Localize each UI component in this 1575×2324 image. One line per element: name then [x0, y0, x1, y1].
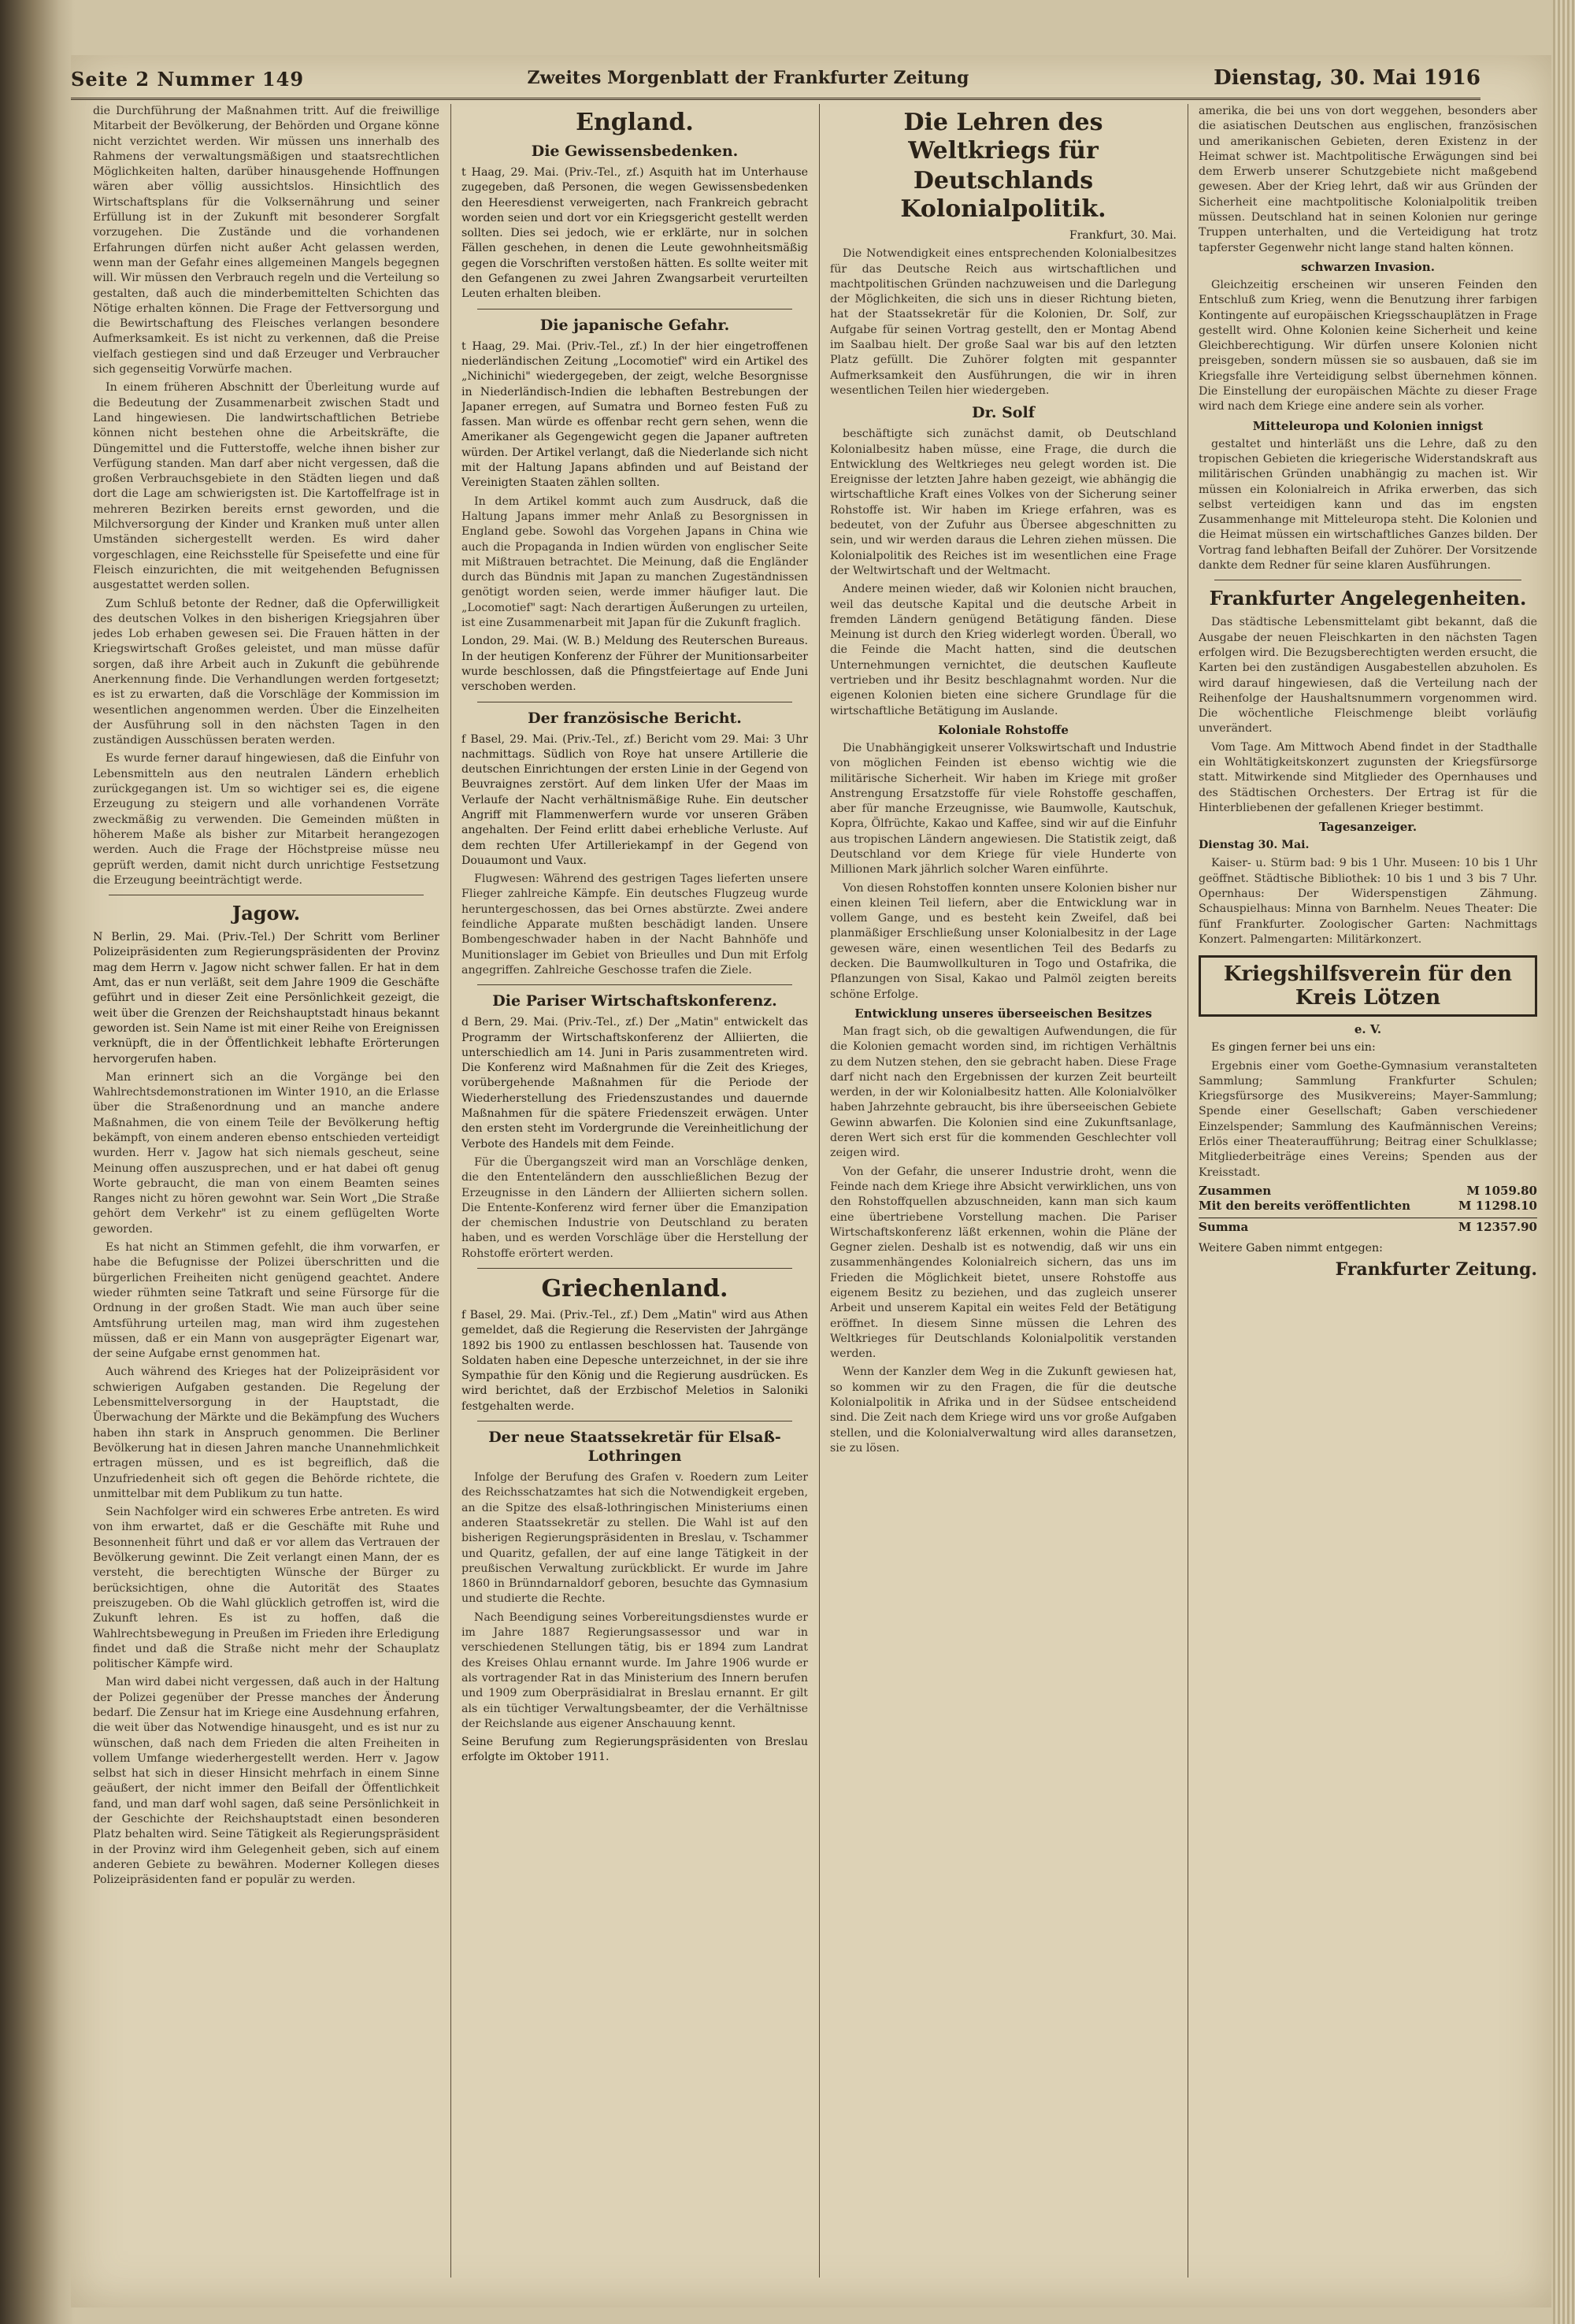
- article-title-line-2: Deutschlands Kolonialpolitik.: [900, 167, 1106, 223]
- article-subheading: Tagesanzeiger.: [1318, 820, 1418, 835]
- body-text: Auch während des Krieges hat der Polizeipräsident vor schwierigen Aufgaben gestanden. Die Regelung der Lebensmittelversorgung in der Hauptstadt, die Überwachung der Märkte und die Bekämpfung des Wuchers haben ihn stark in Anspruch genommen. Die Berliner Bevölkerung hat in diesen Jahren manche Unannehmlichkeit ertragen müssen, und es ist begreiflich, daß die Unzufriedenheit sich oft gegen die Behörde richtete, die unmittelbar mit dem Publikum zu tun hatte.: [93, 1366, 439, 1500]
- section-heading: Griechenland.: [541, 1275, 728, 1303]
- dateline: t Haag, 29. Mai. (Priv.-Tel., zf.): [461, 339, 647, 353]
- body-text: Man erinnert sich an die Vorgänge bei den Wahlrechtsdemonstrationen im Winter 1910, an die Erlasse über die Straßenordnung und an manche andere Maßnahmen, die von einem Teile der Bevölkerung heftig bekämpft, von einem anderen ebenso entschieden verteidigt wurden. Herr v. Jagow hat sich niemals gescheut, seine Meinung offen auszusprechen, und er hat dabei oft genug Worte gebraucht, die man von einem Beamten seines Ranges nicht zu hören gewohnt war. Sein Wort „Die Straße gehört dem Verkehr" ist zu einem geflügelten Worte geworden.: [93, 1070, 439, 1236]
- body-text: Für die Übergangszeit wird man an Vorschläge denken, die den Ententeländern den ausschließlichen Bezug der Erzeugnisse in den Ländern der Alliierten sichern sollen. Die Entente-Konferenz wird ferner über die Emanzipation der chemischen Industrie von Deutschland zu beraten haben, und es werden Vorschläge über die Herstellung der Rohstoffe erörtert werden.: [461, 1155, 808, 1260]
- body-text: Sein Nachfolger wird ein schweres Erbe antreten. Es wird von ihm erwartet, daß er die Geschäfte mit Ruhe und Besonnenheit führt und daß er vor allem das Vertrauen der Bevölkerung gewinnt. Die Zeit verlangt einen Mann, der es versteht, die berechtigten Wünsche der Bürger zu berücksichtigen, ohne die Autorität des Staates preiszugeben. Ob die Wahl glücklich getroffen ist, wird die Zukunft lehren. Es ist zu hoffen, daß die Wahlrechtsbewegung in Preußen im Frieden ihre Erledigung findet und daß die Straße nicht mehr der Schauplatz politischer Kämpfe wird.: [93, 1506, 439, 1671]
- page-edge: [1553, 0, 1575, 2324]
- body-text: gestaltet und hinterläßt uns die Lehre, daß zu den tropischen Gebieten die kriegerische Widerstandskraft aus militärischen Gründen unabhängig zu machen ist. Wir müssen ein Kolonialreich in Afrika erwerben, das sich selbst verteidigen kann und das im engsten Zusammenhange mit Mitteleuropa steht. Die Kolonien und die Heimat müssen ein wirtschaftliches Ganzes bilden. Der Vortrag fand lebhaften Beifall der Zuhörer. Der Vorsitzende dankte dem Redner für seine klaren Ausführungen.: [1199, 437, 1537, 573]
- article-subheading: Entwicklung unseres überseeischen Besitzes: [854, 1006, 1152, 1021]
- sum-label: Zusammen: [1199, 1183, 1272, 1198]
- article-title-line-1: Die Lehren des Weltkriegs für: [903, 109, 1103, 165]
- dateline: t Haag, 29. Mai. (Priv.-Tel., zf.): [461, 166, 644, 179]
- section-heading: Frankfurter Angelegenheiten.: [1209, 587, 1527, 610]
- body-text: Kaiser- u. Stürm bad: 9 bis 1 Uhr. Museen: 10 bis 1 Uhr geöffnet. Städtische Bibliothek: 10 bis 1 und 3 bis 7 Uhr. Opernhaus: Der Widerspenstigen Zähmung. Schauspielhaus: Minna von Barnhelm. Neues Theater: Die fünf Frankfurter. Zoologischer Garten: Nachmittags Konzert. Palmengarten: Militärkonzert.: [1199, 857, 1537, 946]
- body-text: Man fragt sich, ob die gewaltigen Aufwendungen, die für die Kolonien gemacht worden sind, im richtigen Verhältnis zu dem Nutzen stehen, den sie gebracht haben. Diese Frage darf nicht nach den Ergebnissen der kurzen Zeit beurteilt werden, in der wir Kolonialbesitz hatten. Alle Kolonialvölker haben Jahrzehnte gebraucht, bis ihre überseeischen Gebiete Gewinn abwarfen. Die Kolonien sind eine Zukunftsanlage, deren Wert sich erst für die kommenden Geschlechter voll zeigen wird.: [830, 1025, 1177, 1160]
- column-rule: [819, 104, 820, 2278]
- column-2: [461, 104, 808, 2278]
- announcement-box-subtitle: e. V.: [1354, 1022, 1382, 1037]
- body-text: Die Unabhängigkeit unserer Volkswirtschaft und Industrie von möglichen Feinden ist ebenso wichtig wie die militärische Sicherheit. Wir haben im Kriege mit großer Anstrengung Ersatzstoffe für viele Rohstoffe geschaffen, aber für manche Erzeugnisse, wie Baumwolle, Kautschuk, Kopra, Ölfrüchte, Kakao und Kaffee, sind wir auf die Einfuhr aus tropischen Ländern angewiesen. Die Statistik zeigt, daß Deutschland vor dem Kriege für viele Hunderte von Millionen Mark jährlich solcher Waren einführte.: [830, 741, 1177, 877]
- body-text: Es wurde ferner darauf hingewiesen, daß die Einfuhr von Lebensmitteln aus den neutralen Ländern erheblich zurückgegangen ist. Um so wichtiger sei es, die eigene Erzeugung zu steigern und alle vorhandenen Vorräte zweckmäßig zu verwenden. Die Gemeinden müßten in höherem Maße als bisher zur Mitarbeit herangezogen werden. Auch die Frage der Höchstpreise müsse neu geprüft werden, damit nicht durch unrichtige Festsetzung die Erzeugung beeinträchtigt werde.: [93, 752, 439, 887]
- signature: Frankfurter Zeitung.: [1335, 1259, 1537, 1281]
- article-subheading: schwarzen Invasion.: [1301, 259, 1435, 274]
- body-text: Die Notwendigkeit eines entsprechenden Kolonialbesitzes für das Deutsche Reich aus wirtschaftlichen und machtpolitischen Gründen nachzuweisen und die Darlegung der Möglichkeiten, die sich uns in dieser Richtung bieten, hat der Staatssekretär für die Kolonien, Dr. Solf, zur Aufgabe für seinen Vortrag gestellt, den er Montag Abend im Saalbau hielt. Der große Saal war bis auf den letzten Platz gefüllt. Die Zuhörer folgten mit gespannter Aufmerksamkeit den Ausführungen, die wir in ihren wesentlichen Teilen hier wiedergeben.: [830, 247, 1177, 397]
- dateline: N Berlin, 29. Mai. (Priv.-Tel.): [93, 931, 276, 944]
- dateline: Frankfurt, 30. Mai.: [1069, 229, 1177, 242]
- dateline: f Basel, 29. Mai. (Priv.-Tel., zf.): [461, 732, 642, 746]
- sum-label: Mit den bereits veröffentlichten: [1199, 1199, 1411, 1214]
- book-binding: [0, 0, 75, 2324]
- column-3: [830, 104, 1177, 2278]
- body-text: Ergebnis einer vom Goethe-Gymnasium veranstalteten Sammlung; Sammlung Frankfurter Schulen; Kriegsfürsorge des Musikvereins; Mayer-Sammlung; Spende einer Gesellschaft; Gaben verschiedener Einzelspender; Sammlung des Kaufmännischen Vereins; Erlös einer Theateraufführung; Beitrag einer Schulklasse; Mitgliederbeiträge eines Vereins; Spenden aus der Kreisstadt.: [1199, 1059, 1537, 1179]
- divider: [477, 1268, 792, 1269]
- body-text: t Haag, 29. Mai. (Priv.-Tel., zf.) Asquith hat im Unterhause zugegeben, daß Personen, die wegen Gewissensbedenken den Heeresdienst verweigerten, nach Frankreich gebracht worden seien und dort vor ein Kriegsgericht gestellt werden sollten. Dies sei jedoch, wie er erklärte, nur in solchen Fällen geschehen, in denen die Leute gewohnheitsmäßig gegen die Vorschriften verstoßen hätten. Es sollte weiter mit den Gefangenen zu zwei Jahren Zwangsarbeit verurteilten Leuten erhalten bleiben.: [461, 166, 808, 301]
- masthead: [71, 63, 1480, 100]
- article-heading: Der neue Staatssekretär für Elsaß-Lothringen: [488, 1429, 781, 1466]
- body-text: amerika, die bei uns von dort weggehen, besonders aber die asiatischen Deutschen aus englischen, französischen und amerikanischen Gebieten, deren Existenz in der Heimat schwer ist. Machtpolitische Erwägungen sind bei dem Erwerb unserer Schutzgebiete nicht maßgebend gewesen. Aber der Krieg lehrt, daß wir aus Gründen der Sicherheit eine machtpolitische Kolonialpolitik treiben müssen. Deutschland hat in seinen Kolonien nur geringe Truppen unterhalten, und die Verteidigung hat trotz tapferster Gegenwehr nicht lange stand halten können.: [1199, 105, 1537, 254]
- body-text: London, 29. Mai. (W. B.) Meldung des Reuterschen Bureaus. In der heutigen Konferenz der Führer der Munitionsarbeiter wurde beschlossen, daß die Pfingstfeiertage auf Ende Juni verschoben werden.: [461, 635, 808, 694]
- body-text: beschäftigte sich zunächst damit, ob Deutschland Kolonialbesitz haben müsse, eine Frage, die durch die Entwicklung des Weltkrieges neu gelegt worden ist. Die Ereignisse der letzten Jahre haben gezeigt, wie abhängig die wirtschaftliche Kraft eines Volkes von der Sicherung seiner Rohstoffe ist. Wir haben im Kriege erfahren, was es bedeutet, von der Zufuhr aus Übersee abgeschnitten zu sein, und wir werden daraus die Lehren ziehen müssen. Die Kolonialpolitik des Reiches ist im wesentlichen eine Frage der Weltwirtschaft und der Weltmacht.: [830, 428, 1177, 577]
- total-value: M 12357.90: [1458, 1219, 1537, 1234]
- body-text: Vom Tage. Am Mittwoch Abend findet in der Stadthalle ein Wohltätigkeitskonzert zugunsten der Kriegsfürsorge statt. Mitwirkende sind Mitglieder des Opernhauses und des Städtischen Orchesters. Der Ertrag ist für die Hinterbliebenen der gefallenen Krieger bestimmt.: [1199, 740, 1537, 814]
- closing-text: Seine Berufung zum Regierungspräsidenten von Breslau erfolgte im Oktober 1911.: [461, 1736, 808, 1764]
- divider: [477, 984, 792, 985]
- sum-value: M 11298.10: [1458, 1199, 1537, 1214]
- article-heading: Der französische Bericht.: [528, 709, 742, 727]
- body-text: Von der Gefahr, die unserer Industrie droht, wenn die Feinde nach dem Kriege ihre Absicht verwirklichen, uns von den Rohstoffquellen abzuschneiden, kann man sich kaum eine übertriebene Vorstellung machen. Die Pariser Wirtschaftskonferenz läßt erkennen, wohin die Pläne der Gegner zielen. Deshalb ist es notwendig, daß wir uns ein zusammenhängendes Kolonialreich sichern, das uns im Frieden die Möglichkeit bietet, unsere Rohstoffe aus eigenem Besitz zu beziehen, und das zugleich unserer Arbeit und unserem Kapital ein weites Feld der Betätigung eröffnet. In diesem Sinne müssen die Lehren des Weltkrieges für Deutschlands Kolonialpolitik verstanden werden.: [830, 1165, 1177, 1361]
- body-text: Infolge der Berufung des Grafen v. Roedern zum Leiter des Reichsschatzamtes hat sich die Notwendigkeit ergeben, an die Spitze des elsaß-lothringischen Ministeriums einen anderen Staatssekretär zu stellen. Die Wahl ist auf den bisherigen Regierungspräsidenten in Breslau, v. Tschammer und Quaritz, gefallen, der auf eine lange Tätigkeit in der preußischen Verwaltung zurückblickt. Er wurde im Jahre 1860 in Brünndarnaldorf geboren, besuchte das Gymnasium und studierte die Rechte.: [461, 1471, 808, 1606]
- body-text: d Bern, 29. Mai. (Priv.-Tel., zf.) Der „Matin" entwickelt das Programm der Wirtschaftskonferenz der Alliierten, die unterschiedlich am 14. Juni in Paris zusammentreten wird. Die Konferenz wird Maßnahmen für die Zeit des Krieges, vorübergehende Maßnahmen für die Periode der Wiederherstellung des Friedenszustandes und dauernde Maßnahmen für die spätere Friedenszeit erwägen. Unter den ersten steht im Vordergrunde die Vereinheitlichung der Verbote des Handels mit dem Feinde.: [461, 1016, 808, 1151]
- dateline: London, 29. Mai. (W. B.): [461, 635, 600, 648]
- announcement-intro: Es gingen ferner bei uns ein:: [1211, 1041, 1376, 1055]
- body-text: In einem früheren Abschnitt der Überleitung wurde auf die Bedeutung der Zusammenarbeit zwischen Stadt und Land hingewiesen. Die landwirtschaftlichen Betriebe können nicht bestehen ohne die Arbeitskräfte, die Düngemittel und die Futterstoffe, welche ihnen bisher zur Verfügung standen. Man darf aber nicht vergessen, daß die großen Verbrauchsgebiete in den Städten liegen und daß dort die Lage am schwierigsten ist. Die Kartoffelfrage ist in mehreren Bezirken bereits ernst geworden, und die Milchversorgung der Kinder und Kranken muß unter allen Umständen sichergestellt werden. Es wird daher vorgeschlagen, eine Reichsstelle für Speisefette und eine für Fleisch einzurichten, die mit weitgehenden Befugnissen ausgestattet werden sollen.: [93, 381, 439, 592]
- body-text: Wenn der Kanzler dem Weg in die Zukunft gewiesen hat, so kommen wir zu den Fragen, die für die deutsche Kolonialpolitik in Afrika und in der Südsee entscheidend sind. Die Zeit nach dem Kriege wird uns vor große Aufgaben stellen, und die Kolonialverwaltung wird alles daransetzen, sie zu lösen.: [830, 1366, 1177, 1455]
- calendar-date: Dienstag 30. Mai.: [1199, 839, 1310, 852]
- body-text: Zum Schluß betonte der Redner, daß die Opferwilligkeit des deutschen Volkes in den bisherigen Kriegsjahren über jedes Lob erhaben gewesen sei. Die Frauen hätten in der Kriegswirtschaft Großes geleistet, und man müsse dafür sorgen, daß ihre Arbeit auch in Zukunft die gebührende Anerkennung finde. Die Verhandlungen werden fortgesetzt; es ist zu erwarten, daß die Vorschläge der Kommission im wesentlichen angenommen werden. Über die Einzelheiten der Ausführung soll in den nächsten Tagen in den zuständigen Ausschüssen beraten werden.: [93, 597, 439, 747]
- newspaper-title: Zweites Morgenblatt der Frankfurter Zeitung: [527, 68, 969, 88]
- article-subheading: Koloniale Rohstoffe: [938, 722, 1069, 737]
- sum-value: M 1059.80: [1466, 1183, 1537, 1198]
- body-text: t Haag, 29. Mai. (Priv.-Tel., zf.) In der hier eingetroffenen niederländischen Zeitung „Locomotief" wird ein Artikel des „Nichinichi" wiedergegeben, der zeigt, welche Besorgnisse in Niederländisch-Indien die lebhaften Bestrebungen der Japaner erregen, auf Sumatra und Borneo festen Fuß zu fassen. Man würde es offenbar recht gern sehen, wenn die Amerikaner als Gegengewicht gegen die Japaner auftreten würden. Der Artikel verlangt, daß die Niederlande sich nicht mit der Haltung Japans abfinden und auf Beistand der Vereinigten Staaten zählen sollten.: [461, 339, 808, 490]
- column-1: [93, 104, 439, 2278]
- total-label: Summa: [1199, 1219, 1249, 1234]
- author-name: Dr. Solf: [972, 404, 1035, 422]
- issue-date: Dienstag, 30. Mai 1916: [1214, 66, 1480, 90]
- dateline: f Basel, 29. Mai. (Priv.-Tel., zf.): [461, 1309, 639, 1321]
- body-text: Andere meinen wieder, daß wir Kolonien nicht brauchen, weil das deutsche Kapital und die deutsche Arbeit in fremden Ländern genügend Betätigung fänden. Diese Meinung ist durch den Krieg widerlegt worden. Überall, wo die Feinde die Macht hatten, sind die deutschen Unternehmungen vernichtet, die deutschen Kaufleute vertrieben und ihr Besitz beschlagnahmt worden. Nur die eigenen Kolonien bieten eine sichere Grundlage für die wirtschaftliche Betätigung im Auslande.: [830, 583, 1177, 717]
- total-row: [1199, 1220, 1537, 1235]
- article-subheading: Mitteleuropa und Kolonien innigst: [1252, 418, 1484, 433]
- body-text: N Berlin, 29. Mai. (Priv.-Tel.) Der Schritt vom Berliner Polizeipräsidenten zum Regierungspräsidenten der Provinz mag dem Herrn v. Jagow nicht schwer fallen. Er hat in dem Amt, das er nun verläßt, seit dem Jahre 1909 die Geschäfte geführt und in dieser Zeit eine Persönlichkeit gezeigt, die weit über die Grenzen der Reichshauptstadt hinaus bekannt geworden ist. Sein Name ist mit einer Reihe von Ereignissen verknüpft, die in der Öffentlichkeit lebhafte Erörterungen hervorgerufen haben.: [93, 931, 439, 1066]
- body-text: Flugwesen: Während des gestrigen Tages lieferten unsere Flieger zahlreiche Kämpfe. Ein deutsches Flugzeug wurde heruntergeschossen, das bei Ornes abstürzte. Zwei andere feindliche Apparate mußten beschädigt landen. Unsere Bombengeschwader haben in der Nacht Bahnhöfe und Munitionslager im Gebiet von Brieulles und Dun mit Erfolg angegriffen. Zahlreiche Geschosse trafen die Ziele.: [461, 873, 808, 977]
- body-text: die Durchführung der Maßnahmen tritt. Auf die freiwillige Mitarbeit der Bevölkerung, der Behörden und Organe könne nicht verzichtet werden. Wir müssen uns innerhalb des Rahmens der verwaltungsmäßigen und staatsrechtlichen Möglichkeiten halten, darüber hinausgehende Hoffnungen wären aber völlig aussichtslos. Hinsichtlich des Wirtschaftsplans für die Volksernährung und seiner Erfüllung ist in der Zukunft mit besonderer Sorgfalt vorzugehen. Die Zustände und die vorhandenen Erfahrungen dürfen nicht außer Acht gelassen werden, wenn man der Gefahr eines allgemeinen Mangels begegnen will. Wir müssen den Verbrauch regeln und die Verteilung so gestalten, daß auch die minderbemittelten Schichten das Nötige erhalten können. Die Frage der Fettversorgung und die Bewirtschaftung des Fleisches verlangen besondere Aufmerksamkeit. Es ist nicht zu verkennen, daß die Preise vielfach gestiegen sind und daß Erzeuger und Verbraucher sich gegenseitig Vorwürfe machen.: [93, 105, 439, 376]
- closing-text: Weitere Gaben nimmt entgegen:: [1199, 1241, 1383, 1255]
- body-text: Nach Beendigung seines Vorbereitungsdienstes wurde er im Jahre 1887 Regierungsassessor und war in verschiedenen Stellungen tätig, bis er 1894 zum Landrat des Kreises Ohlau ernannt wurde. Im Jahre 1906 wurde er als vortragender Rat in das Ministerium des Innern berufen und 1909 zum Oberpräsidialrat in Breslau ernannt. Er gilt als ein tüchtiger Verwaltungsbeamter, der die Verhältnisse der Reichslande aus eigener Anschauung kennt.: [461, 1610, 808, 1730]
- announcement-box-title: Kriegshilfsverein für den Kreis Lötzen: [1199, 955, 1537, 1017]
- article-heading: Die Gewissensbedenken.: [531, 143, 739, 160]
- body-text: f Basel, 29. Mai. (Priv.-Tel., zf.) Bericht vom 29. Mai: 3 Uhr nachmittags. Südlich von Roye hat unsere Artillerie die deutschen Einrichtungen der ersten Linie in der Gegend von Beuvraignes zerstört. Auf dem linken Ufer der Maas im Verlaufe der Nacht verhältnismäßige Ruhe. Ein deutscher Angriff mit Flammenwerfern wurde vor unseren Gräben angehalten. Der Feind erlitt dabei erhebliche Verluste. Auf dem rechten Ufer Artilleriekampf in der Gegend von Douaumont und Vaux.: [461, 732, 808, 867]
- column-4: [1199, 104, 1537, 2278]
- section-heading: England.: [576, 109, 694, 136]
- body-text: In dem Artikel kommt auch zum Ausdruck, daß die Haltung Japans immer mehr Anlaß zu Besorgnissen in England gebe. Sowohl das Vorgehen Japans in China wie auch die Propaganda in Indien würden von englischer Seite mit Mißtrauen betrachtet. Die Meinung, daß die Engländer durch das Bündnis mit Japan zu manchen Zugeständnissen genötigt worden seien, werde immer häufiger laut. Die „Locomotief" sagt: Nach derartigen Äußerungen zu urteilen, ist eine Zusammenarbeit mit Japan für die Zukunft fraglich.: [461, 495, 808, 630]
- article-heading: Jagow.: [232, 902, 301, 925]
- body-text: Gleichzeitig erscheinen wir unseren Feinden den Entschluß zum Krieg, wenn die Benutzung ihrer farbigen Kontingente auf europäischen Kriegsschauplätzen in Frage gestellt wird. Ohne Kolonien keine Sicherheit und keine Gleichberechtigung. Wir dürfen unsere Kolonien nicht preisgeben, sondern müssen sie so ausbauen, daß sie im Kriegsfalle ihre Verteidigung selbst übernehmen können. Die Einstellung der europäischen Mächte zu dieser Frage wird nach dem Kriege eine andere sein als vorher.: [1199, 278, 1537, 413]
- body-text: Es hat nicht an Stimmen gefehlt, die ihm vorwarfen, er habe die Befugnisse der Polizei überschritten und die bürgerlichen Freiheiten nicht genügend geachtet. Andere wieder rühmten seine Tatkraft und seine Fürsorge für die Ordnung in der großen Stadt. Wie man auch über seine Amtsführung urteilen mag, man wird ihm zugestehen müssen, daß er ein Mann von ausgeprägter Eigenart war, der seine Aufgabe ernst genommen hat.: [93, 1241, 439, 1361]
- page-number: Seite 2 Nummer 149: [71, 68, 305, 91]
- column-rule: [450, 104, 451, 2278]
- sum-row: [1199, 1199, 1537, 1214]
- body-text: Man wird dabei nicht vergessen, daß auch in der Haltung der Polizei gegenüber der Presse manches der Änderung bedarf. Die Zensur hat im Kriege eine Ausdehnung erfahren, die weit über das Notwendige hinausgeht, und es ist nur zu wünschen, daß nach dem Frieden die alten Freiheiten in vollem Umfange wiederhergestellt werden. Herr v. Jagow selbst hat sich in dieser Hinsicht mehrfach in einem Sinne geäußert, der nicht immer den Beifall der Öffentlichkeit fand, und man darf wohl sagen, daß seine Persönlichkeit in der Geschichte der Reichshauptstadt einen besonderen Platz behalten wird. Seine Tätigkeit als Regierungspräsident in der Provinz wird ihm Gelegenheit geben, sich auf einem anderen Gebiete zu bewähren. Moderner Kollegen dieses Polizeipräsidenten fand er populär zu werden.: [93, 1676, 439, 1887]
- sum-row: [1199, 1184, 1537, 1199]
- article-heading: Die Pariser Wirtschaftskonferenz.: [492, 992, 777, 1010]
- body-text: Das städtische Lebensmittelamt gibt bekannt, daß die Ausgabe der neuen Fleischkarten in den nächsten Tagen erfolgen wird. Die Bezugsberechtigten werden ersucht, die Karten bei den zuständigen Ausgabestellen abzuholen. Es wird darauf hingewiesen, daß die Verteilung nach der Reihenfolge der Haushaltsnummern vorgenommen wird. Die wöchentliche Fleischmenge bleibt vorläufig unverändert.: [1199, 616, 1537, 736]
- body-text: f Basel, 29. Mai. (Priv.-Tel., zf.) Dem „Matin" wird aus Athen gemeldet, daß die Regierung die Reservisten der Jahrgänge 1892 bis 1900 zu entlassen beschlossen hat. Tausende von Soldaten haben eine Depesche unterzeichnet, in der sie ihre Sympathie für den König und die Regierung ausdrücken. Es wird berichtet, daß der Erzbischof Meletios in Saloniki festgehalten werde.: [461, 1309, 808, 1413]
- body-text: Von diesen Rohstoffen konnten unsere Kolonien bisher nur einen kleinen Teil liefern, aber die Entwicklung war in vollem Gange, und es besteht kein Zweifel, daß bei planmäßiger Erschließung unser Kolonialbesitz in der Lage gewesen wäre, einen wesentlichen Teil des Bedarfs zu decken. Die Baumwollkulturen in Togo und Ostafrika, die Pflanzungen von Sisal, Kakao und Palmöl zeigten bereits schöne Erfolge.: [830, 881, 1177, 1001]
- dateline: d Bern, 29. Mai. (Priv.-Tel., zf.): [461, 1016, 643, 1029]
- article-heading: Die japanische Gefahr.: [539, 316, 730, 334]
